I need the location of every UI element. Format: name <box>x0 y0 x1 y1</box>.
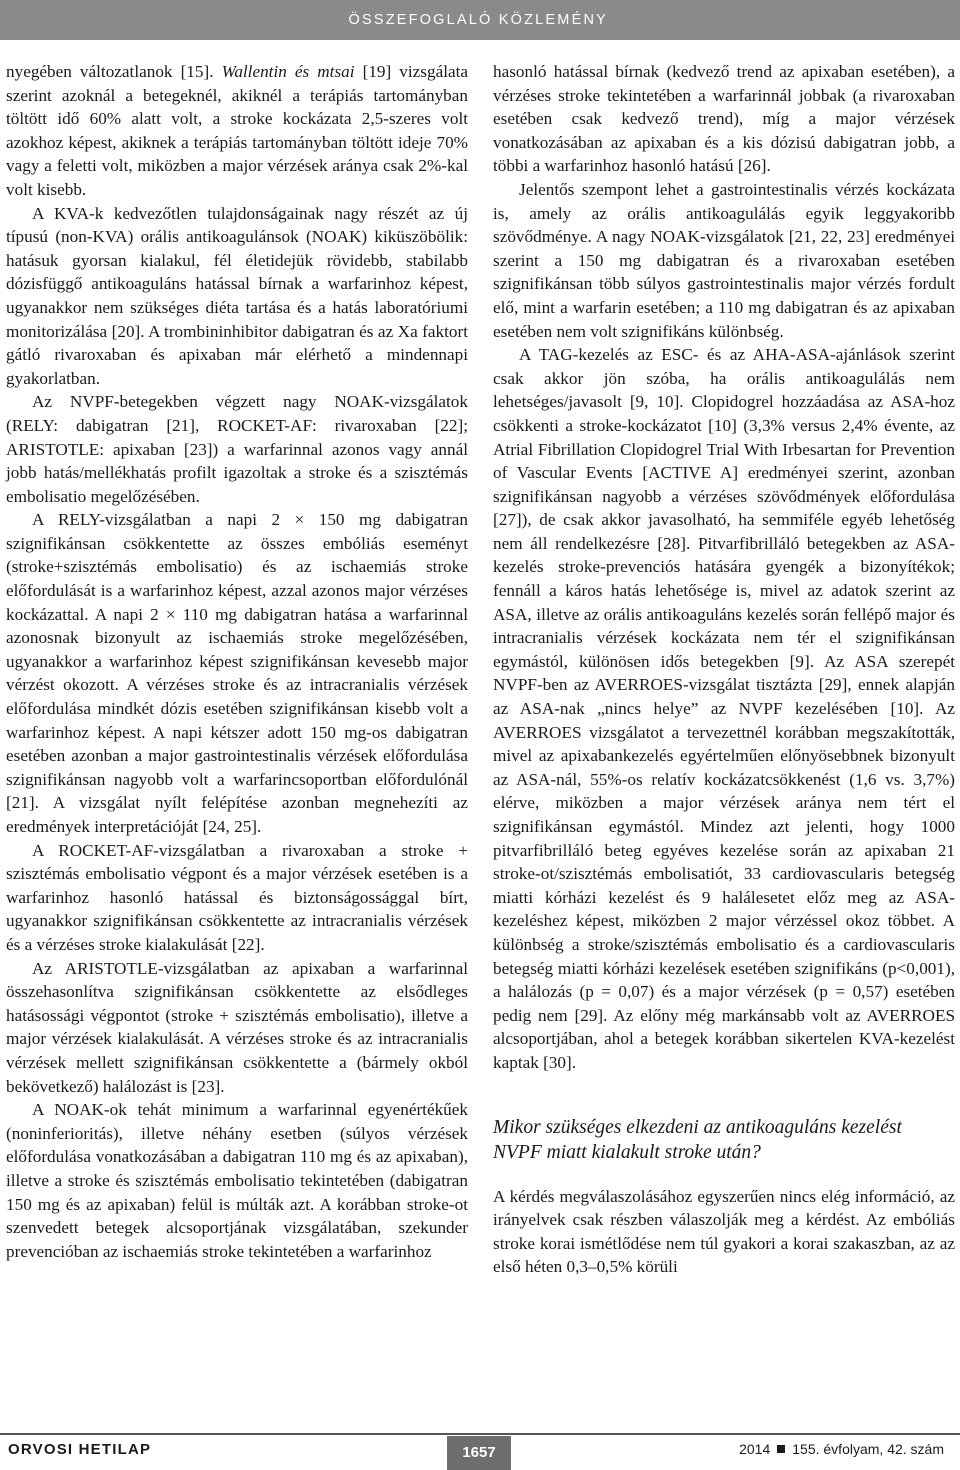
issue-info <box>739 1441 944 1457</box>
text-run: [19] vizsgálata szerint azoknál a betegeknél, akiknél a terápiás tartományban töltött idő 60% alatt volt, a stroke kockázata 2,5-szeres volt azokhoz képest, akiknek a terápiás tartományban töltött ideje 70% vagy a feletti volt, miközben a major vérzések aránya csak 2%-kal volt kisebb. <box>6 62 469 199</box>
paragraph: Az ARISTOTLE-vizsgálatban az apixaban a warfarinnal összehasonlítva szignifikánsan csökkentette az elsődleges hatásossági végpontot (stroke + szisztémás embolisatio), illetve a major vérzések kialakulását. A vérzéses stroke és az intracranialis vérzések mellett szignifikánsan csökkentette a (bármely okból bekövetkező) halálozást is [23]. <box>6 958 468 1096</box>
section-title: ÖSSZEFOGLALÓ KÖZLEMÉNY <box>348 12 608 28</box>
header-band <box>0 0 960 40</box>
paragraph: A ROCKET-AF-vizsgálatban a rivaroxaban a stroke + szisztémás embolisatio végpont és a major vérzések esetében is a warfarinhoz hasonló hatással és biztonságossággal bírt, ugyanakkor szignifikánsan csökkentette az intracranialis vérzések és a vérzéses stroke kialakulását [22]. <box>6 840 468 954</box>
paragraph: A TAG-kezelés az ESC- és az AHA-ASA-ajánlások szerint csak akkor jön szóba, ha orális antikoagulálás nem lehetséges/javasolt [9, 10]. Clopidogrel hozzáadása az ASA-hoz csökkenti a stroke-kockázatot [10] (3,3% versus 2,4% évente, az Atrial Fibrillation Clopidogrel Trial With Irbesartan for Prevention of Vascular Events [ACTIVE A] eredményei szerint, azonban szignifikánsan nagyobb a vérzéses szövődmények előfordulása [27]), de csak akkor javasolható, ha semmiféle egyéb lehetőség nem áll rendelkezésre [28]. Pitvarfibrilláló betegekben az ASA-kezelés stroke-prevenciós hatására gyengék a bizonyítékok; fennáll a káros hatás lehetősége is, mivel az adatok szerint az ASA, illetve az orális antikoaguláns kezelés során fellépő major és intracranialis vérzések kockázata nem tér el szignifikánsan egymástól, különösen idős betegekben [9]. Az ASA szerepét NVPF-ben az AVERROES-vizsgálat tisztázta [29], ennek alapján az ASA-nak „nincs helye” az NVPF kezelésében [10]. Az AVERROES vizsgálatot a tervezettnél korábban megszakították, mivel az apixabankezelés egyértelműen előnyösebbnek bizonyult az ASA-nál, 55%-os relatív kockázatcsökkenést (1,6 vs. 3,7%) elérve, miközben a major vérzések aránya nem tért el szignifikánsan egymástól. Mindez azt jelenti, hogy 1000 pitvarfibrilláló beteg egyéves kezelése során az apixaban 21 stroke-ot/szisztémás embolisatiót, 33 cardiovascularis betegség miatti kórházi kezelést és 9 halálesetet előz meg az ASA-kezeléshez képest, miközben 2 major vérzéssel okoz többet. A különbség a stroke/szisztémás embolisatio és a cardiovascularis betegség miatti kórházi kezelések esetében szignifikáns (p<0,001), a halálozás (p = 0,07) és a major vérzések (p = 0,57) esetében pedig nem [29]. Az előny még markánsabb volt az AVERROES alcsoportjában, ahol a betegek korábban sikertelen KVA-kezelést kaptak [30]. <box>493 345 955 1072</box>
paragraph <box>6 60 468 202</box>
paragraph: A KVA-k kedvezőtlen tulajdonságainak nagy részét az új típusú (non-KVA) orális antikoagulánsok (NOAK) kiküszöbölik: hatásuk gyorsan kialakul, fél életidejük rövidebb, stabilabb dózisfüggő antikoaguláns hatással bírnak a warfarinhoz képest, ugyanakkor nem szükséges diéta tartása és a hatás laboratóriumi monitorizálása [20]. A trombininhibitor dabigatran és az Xa faktort gátló rivaroxaban és apixaban már elérhető a mindennapi gyakorlatban. <box>6 203 468 388</box>
text-run: nyegében változatlanok [15]. <box>6 62 222 81</box>
section-heading: Mikor szükséges elkezdeni az antikoaguláns kezelést NVPF miatt kialakult stroke után? <box>493 1116 902 1163</box>
paragraph: hasonló hatással bírnak (kedvező trend az apixaban esetében), a vérzéses stroke tekintetében a warfarinnál jobbak (a rivaroxaban esetében csak kedvező trend), míg a major vérzések vonatkozásában az apixaban és a kis dózisú dabigatran jobb, a többi a warfarinhoz hasonló hatású [26]. <box>493 62 955 176</box>
paragraph: Jelentős szempont lehet a gastrointestinalis vérzés kockázata is, amely az orális antikoagulálás egyik leggyakoribb szövődménye. A nagy NOAK-vizsgálatok [21, 22, 23] eredményei szerint a 150 mg dabigatran és a rivaroxaban esetében szignifikánsan több súlyos gastrointestinalis major vérzés fordult elő, mint a warfarin esetében; a 110 mg dabigatran és az apixaban esetében nem volt szignifikáns különbség. <box>493 179 955 341</box>
journal-name: ORVOSI HETILAP <box>8 1441 152 1458</box>
footer-divider <box>0 1433 960 1435</box>
author-reference: Wallentin és mtsai <box>221 62 355 81</box>
paragraph: Az NVPF-betegekben végzett nagy NOAK-vizsgálatok (RELY: dabigatran [21], ROCKET-AF: rivaroxaban [22]; ARISTOTLE: apixaban [23]) a warfarinnal azonos vagy annál jobb hatás/mellékhatás profilt igazoltak a stroke és a szisztémás embolisatio megelőzésében. <box>6 392 468 506</box>
paragraph: A NOAK-ok tehát minimum a warfarinnal egyenértékűek (noninferioritás), illetve néhány esetben (súlyos vérzések előfordulása vonatkozásában a dabigatran 110 mg és az apixaban), illetve a stroke és szisztémás embolisatio tekintetében (dabigatran 150 mg és az apixaban) felül is múlták azt. A korábban stroke-ot szenvedett betegek alcsoportjának vizsgálatában, szekunder prevencióban az ischaemiás stroke tekintetében a warfarinhoz <box>6 1100 468 1261</box>
paragraph: A kérdés megválaszolásához egyszerűen nincs elég információ, az irányelvek csak részben válaszolják meg a kérdést. Az embóliás stroke korai ismétlődése nem túl gyakori a korai szakaszban, az az első héten 0,3–0,5% körüli <box>493 1186 955 1277</box>
year: 2014 <box>739 1441 771 1457</box>
right-column <box>493 60 955 1279</box>
volume-issue: 155. évfolyam, 42. szám <box>792 1441 944 1457</box>
square-separator-icon <box>777 1445 785 1453</box>
paragraph: A RELY-vizsgálatban a napi 2 × 150 mg dabigatran szignifikánsan csökkentette az összes embóliás eseményt (stroke+szisztémás embolisatio) és az ischaemiás stroke előfordulását is a warfarinhoz képest, azzal azonos major vérzéses kockázattal. A napi 2 × 110 mg dabigatran hatása a warfarinnal azonosnak bizonyult az ischaemiás stroke megelőzésében, ugyanakkor a warfarinhoz képest szignifikánsan kevesebb major vérzést okozott. A vérzéses stroke és az intracranialis vérzések előfordulása mindkét dózis esetében szignifikánsan kisebb volt a warfarinhoz képest. A napi kétszer adott 150 mg-os dabigatran esetében azonban a major gastrointestinalis vérzések előfordulása szignifikánsan nagyobb volt a warfarincsoportban előfordulónál [21]. A vizsgálat nyílt felépítése azonban megnehezíti az eredmények interpretációját [24, 25]. <box>6 510 468 836</box>
page-number: 1657 <box>447 1436 511 1470</box>
left-column <box>6 60 468 1263</box>
